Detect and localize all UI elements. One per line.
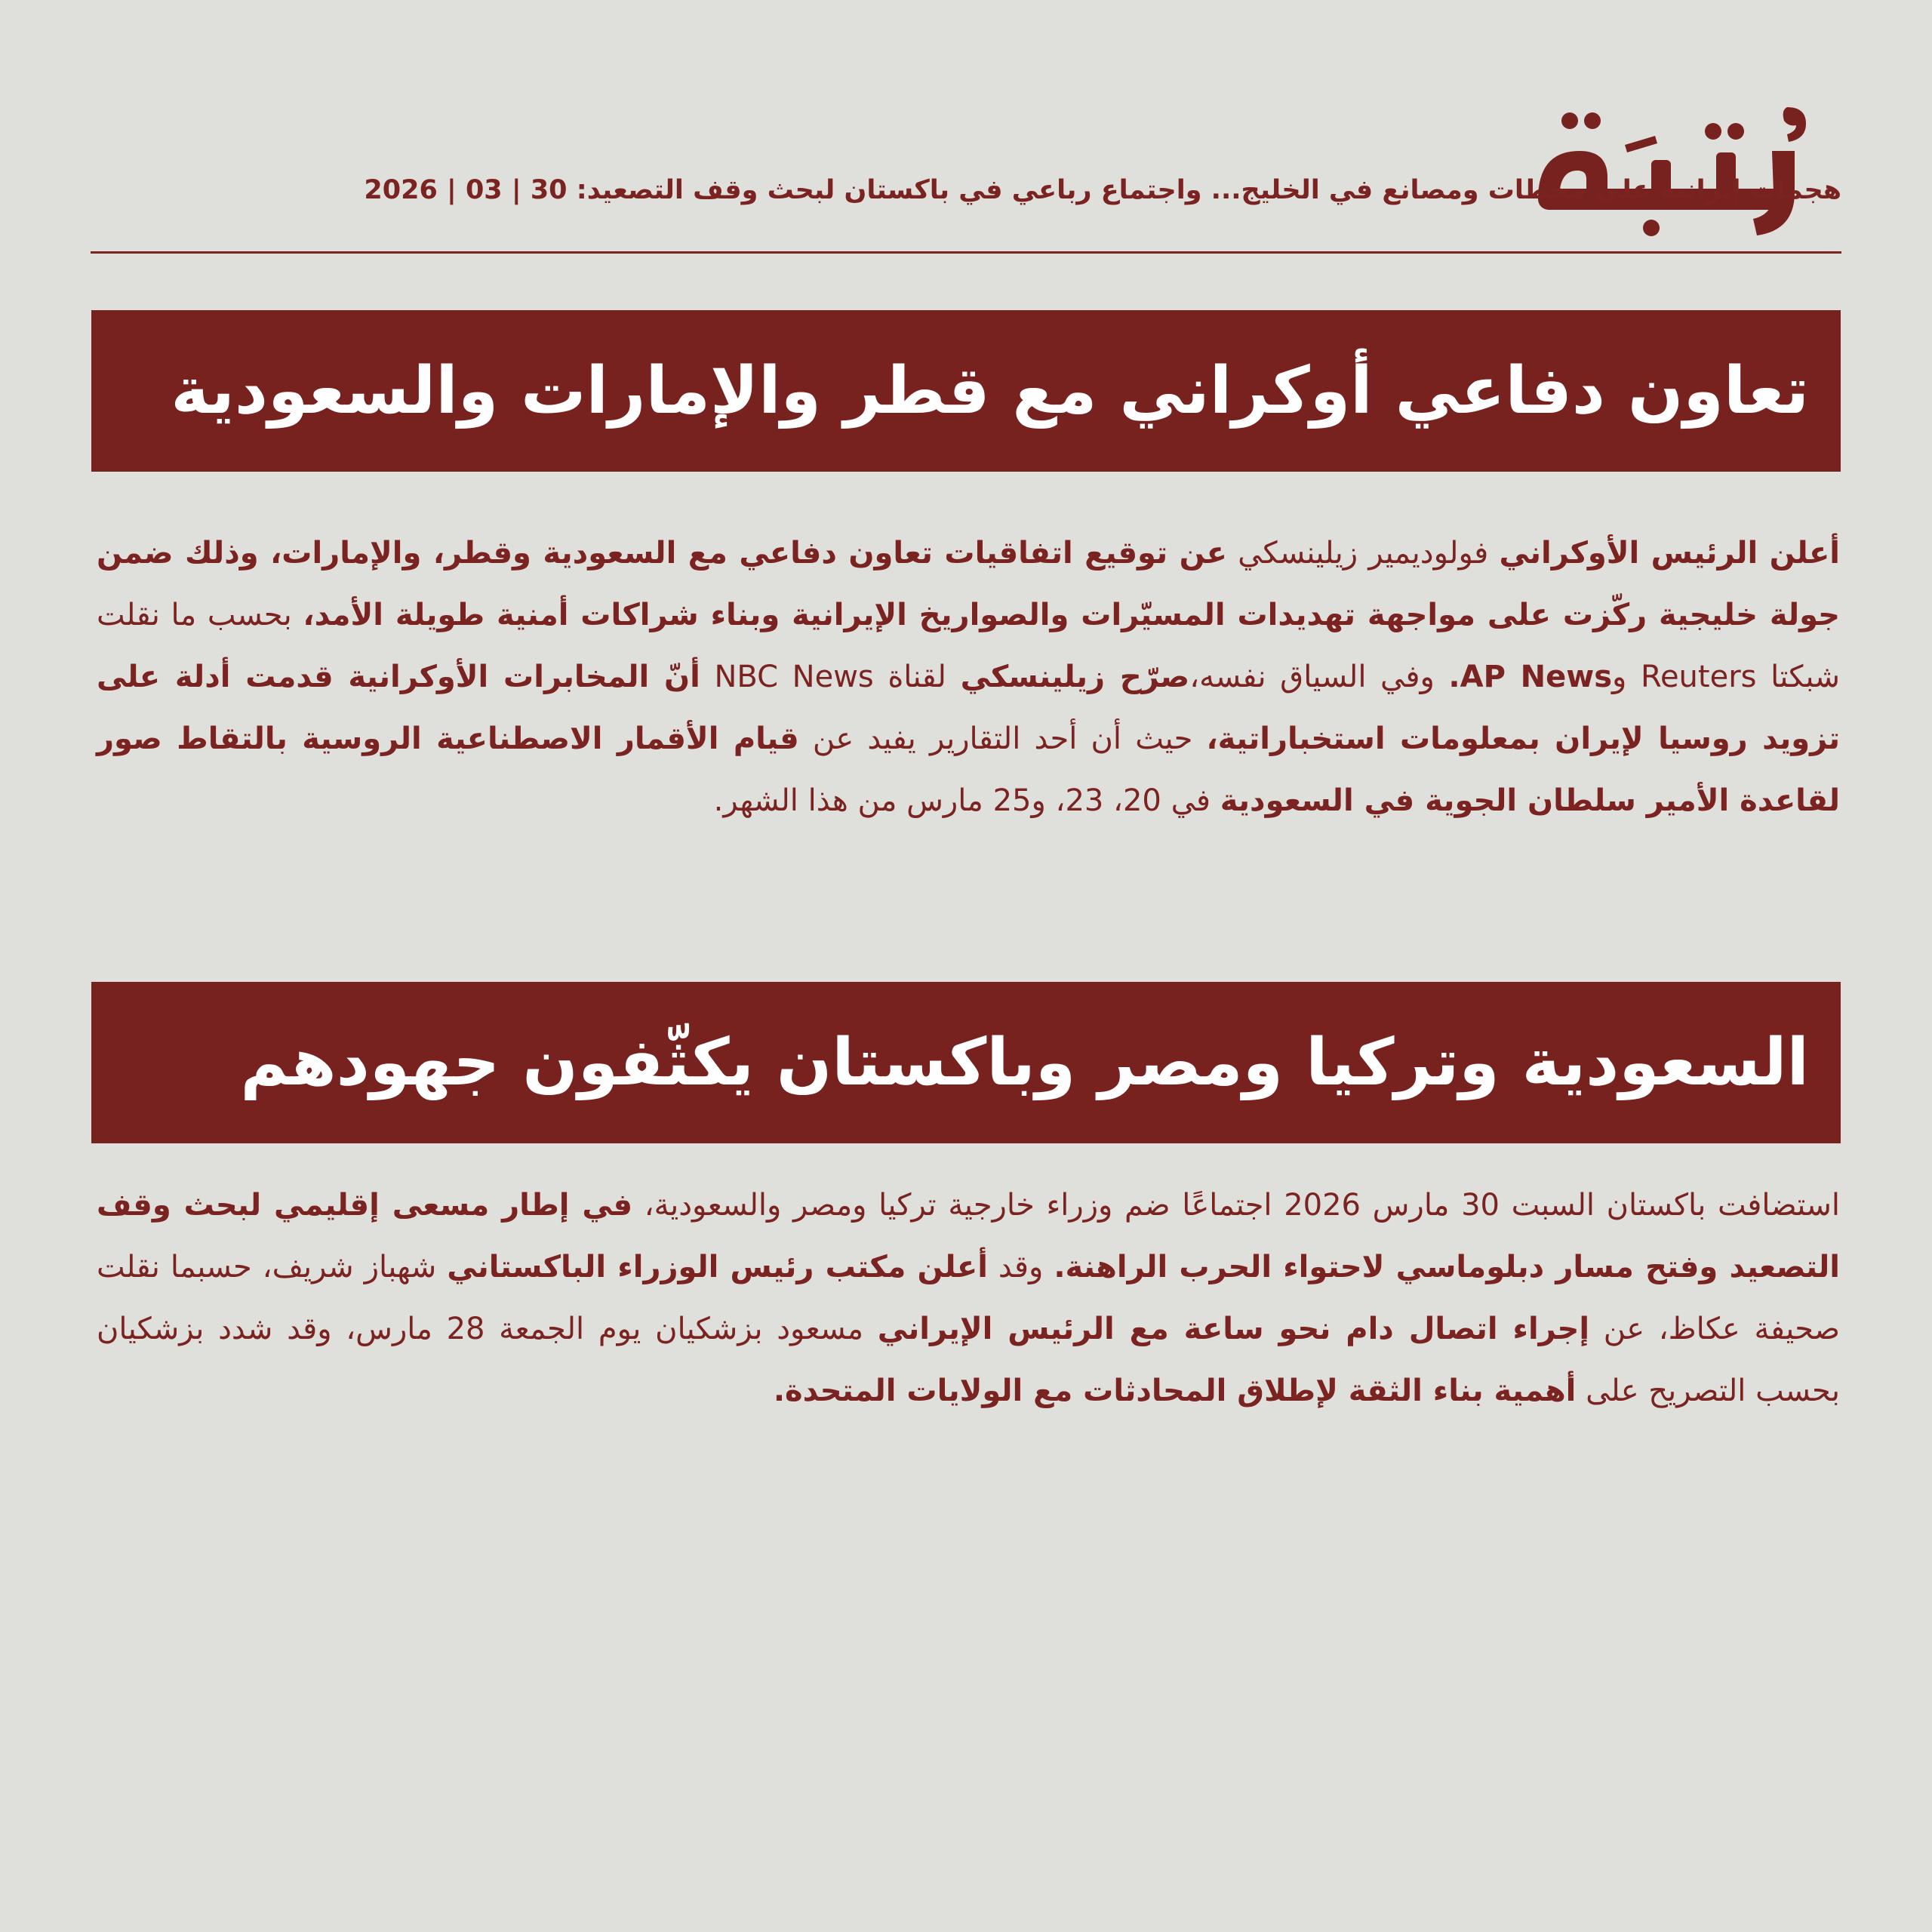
article1-segment: قيام الأقمار الاصطناعية الروسية بالتقاط صور لقاعدة الأمير سلطان الجوية في السعودية: [97, 721, 1840, 818]
header-date: 2026 | 03 | 30: [364, 175, 568, 205]
header-tagline: [364, 168, 1841, 213]
article1-segment: AP News.: [1448, 660, 1613, 694]
article1-segment: بحسب ما نقلت شبكتا Reuters و: [97, 598, 1841, 694]
article1-segment: عن توقيع اتفاقيات تعاون دفاعي مع السعودية وقطر، والإمارات، وذلك ضمن جولة خليجية ركّزت على مواجهة تهديدات المسيّرات والصواريخ الإيرانية وبناء شراكات أمنية طويلة الأمد،: [97, 536, 1840, 632]
article1-segment: فولوديمير زيلينسكي: [1226, 536, 1500, 571]
article2-segment: وقد: [987, 1250, 1054, 1284]
article1-segment: وفي السياق نفسه،: [1189, 660, 1449, 694]
article2-segment: في إطار مسعى إقليمي لبحث وقف التصعيد وفتح مسار دبلوماسي لاحتواء الحرب الراهنة.: [97, 1188, 1840, 1284]
article2-headline: [91, 982, 1841, 1143]
article2-segment: مسعود بزشكيان يوم الجمعة 28 مارس، وقد شدد بزشكيان بحسب التصريح على: [97, 1312, 1840, 1408]
article1-segment: صرّح زيلينسكي: [960, 660, 1190, 694]
article2-segment: شهباز شريف، حسبما نقلت صحيفة عكاظ، عن: [97, 1250, 1841, 1346]
header-tagline-text: هجمات إيرانية على محطات ومصانع في الخليج... واجتماع رباعي في باكستان لبحث وقف التصعيد:: [576, 175, 1841, 205]
article2-body: [97, 1174, 1840, 1422]
article1-body: [97, 522, 1840, 832]
header-divider: [91, 251, 1841, 254]
article1-segment: في 20، 23، و25 مارس من هذا الشهر.: [713, 783, 1220, 818]
article1-segment: أعلن الرئيس الأوكراني: [1499, 536, 1841, 571]
article2-headline-text: السعودية وتركيا ومصر وباكستان يكثّفون جهودهم: [240, 1025, 1809, 1100]
article2-segment: إجراء اتصال دام نحو ساعة مع الرئيس الإيراني: [877, 1312, 1590, 1346]
article2-segment: استضافت باكستان السبت 30 مارس 2026 اجتماعًا ضم وزراء خارجية تركيا ومصر والسعودية،: [632, 1188, 1841, 1223]
article1-headline: [91, 310, 1841, 472]
article1-segment: لقناة NBC News: [700, 660, 961, 694]
article1-headline-text: تعاون دفاعي أوكراني مع قطر والإمارات والسعودية: [171, 353, 1809, 429]
article2-segment: أهمية بناء الثقة لإطلاق المحادثات مع الولايات المتحدة.: [773, 1374, 1577, 1408]
article1-segment: حيث أن أحد التقارير يفيد عن: [798, 721, 1207, 756]
article1-segment: أنّ المخابرات الأوكرانية قدمت أدلة على تزويد روسيا لإيران بمعلومات استخباراتية،: [97, 660, 1840, 756]
article2-segment: أعلن مكتب رئيس الوزراء الباكستاني: [447, 1250, 988, 1284]
